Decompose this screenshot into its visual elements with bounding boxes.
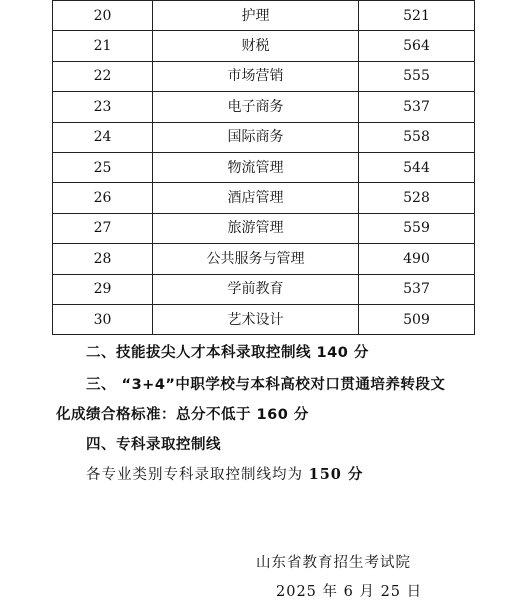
section-4-body: [86, 463, 363, 484]
signature-date: 2025 年 6 月 25 日: [276, 584, 423, 600]
table-row: [53, 122, 475, 152]
row-number-cell: 26: [53, 183, 153, 213]
row-number-cell: 27: [53, 213, 153, 243]
section-4-body-value: 150 分: [308, 466, 364, 483]
score-cell: 509: [359, 304, 475, 334]
section-4-body-text: 各专业类别专科录取控制线均为: [86, 467, 309, 483]
score-cell: 559: [359, 213, 475, 243]
score-cell: 555: [359, 61, 475, 91]
row-number-cell: 28: [53, 244, 153, 274]
section-3-heading-line1: 三、 “3+4”中职学校与本科高校对口贯通培养转段文: [86, 377, 446, 393]
table-row: [53, 31, 475, 61]
row-number-cell: 20: [53, 1, 153, 31]
table-row: [53, 213, 475, 243]
score-cell: 544: [359, 152, 475, 182]
score-cell: 521: [359, 1, 475, 31]
section-3-heading-line2: 化成绩合格标准：总分不低于 160 分: [56, 407, 309, 423]
major-name-cell: 学前教育: [153, 274, 359, 304]
score-cell: 537: [359, 92, 475, 122]
major-name-cell: 公共服务与管理: [153, 244, 359, 274]
major-name-cell: 财税: [153, 31, 359, 61]
table-row: [53, 183, 475, 213]
major-name-cell: 护理: [153, 1, 359, 31]
score-cell: 528: [359, 183, 475, 213]
table-row: [53, 61, 475, 91]
row-number-cell: 30: [53, 304, 153, 334]
major-name-cell: 旅游管理: [153, 213, 359, 243]
score-cell: 490: [359, 244, 475, 274]
table-row: [53, 1, 475, 31]
table-row: [53, 274, 475, 304]
major-name-cell: 市场营销: [153, 61, 359, 91]
score-cell: 537: [359, 274, 475, 304]
row-number-cell: 24: [53, 122, 153, 152]
row-number-cell: 21: [53, 31, 153, 61]
section-2-heading: 二、技能拔尖人才本科录取控制线 140 分: [86, 345, 369, 361]
major-name-cell: 电子商务: [153, 92, 359, 122]
table-row: [53, 304, 475, 334]
row-number-cell: 22: [53, 61, 153, 91]
major-name-cell: 酒店管理: [153, 183, 359, 213]
score-table: [52, 0, 475, 335]
row-number-cell: 29: [53, 274, 153, 304]
table-row: [53, 244, 475, 274]
major-name-cell: 物流管理: [153, 152, 359, 182]
score-cell: 558: [359, 122, 475, 152]
table-row: [53, 152, 475, 182]
row-number-cell: 25: [53, 152, 153, 182]
section-4-heading: 四、专科录取控制线: [86, 437, 221, 453]
row-number-cell: 23: [53, 92, 153, 122]
signature-org: 山东省教育招生考试院: [256, 555, 411, 571]
major-name-cell: 艺术设计: [153, 304, 359, 334]
table-row: [53, 92, 475, 122]
score-cell: 564: [359, 31, 475, 61]
major-name-cell: 国际商务: [153, 122, 359, 152]
